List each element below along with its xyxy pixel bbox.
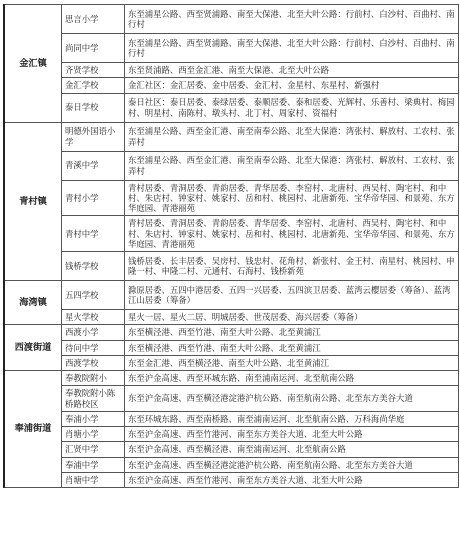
enrollment-area-cell: 东至沪金高速、西至环城东路、南至浦南运河、北至航南公路 [125, 371, 459, 386]
table-row [4, 252, 459, 281]
enrollment-area-cell: 东至横泾港、西至竹港、南至大叶公路、北至黄浦江 [125, 340, 459, 355]
table-row [4, 442, 459, 457]
enrollment-area-cell: 青村居委、青洞居委、青韵居委、青华居委、李窑村、北唐村、西吴村、陶宅村、和中村、朱店村、钟家村、姚家村、岳和村、桃园村、北唐新苑、宝华帝华园、和景苑、东方华庭园、青港丽苑 [125, 216, 459, 252]
school-name-cell: 肖塘中学 [62, 472, 125, 487]
enrollment-area-cell: 东至浦星公路、西至贤浦路、南至大保港、北至大叶公路：行前村、白沙村、百曲村、南行村 [125, 5, 459, 34]
school-name-cell: 奉浦中学 [62, 457, 125, 472]
table-row [4, 122, 459, 151]
enrollment-area-cell: 东至金汇港、西至横泾港、南至大叶公路、北至黄浦江 [125, 355, 459, 370]
school-name-cell: 奉浦小学 [62, 411, 125, 426]
table-body [4, 5, 459, 488]
school-name-cell: 星火学校 [62, 310, 125, 325]
enrollment-area-cell: 钱桥居委、长丰居委、吴房村、钱忠村、花角村、新张村、金王村、南星村、桃园村、申隆一村、申隆二村、元通村、石海村、钱桥新苑 [125, 252, 459, 281]
enrollment-area-cell: 东至浦星公路、西至金汇港、南至南奉公路、北至大保港：湾张村、解放村、工农村、张弄村 [125, 122, 459, 151]
enrollment-area-cell: 东至沪金高速、西至横泾港淀港沪杭公路、南至航南公路、北至东方美谷大道 [125, 386, 459, 412]
table-row [4, 411, 459, 426]
table-row [4, 386, 459, 412]
school-name-cell: 尚同中学 [62, 34, 125, 63]
enrollment-area-cell: 东至横泾港、西至竹港、南至大叶公路、北至黄浦江 [125, 325, 459, 340]
school-name-cell: 奉教院附小 [62, 371, 125, 386]
enrollment-area-cell: 东至沪金高速、西至横泾港、南至浦南运河、北至航南公路 [125, 442, 459, 457]
table-row [4, 5, 459, 34]
town-name-cell: 西渡街道 [4, 325, 62, 371]
table-row [4, 93, 459, 122]
table-row [4, 457, 459, 472]
table-row [4, 151, 459, 180]
table-row [4, 340, 459, 355]
enrollment-area-cell: 东至沪金高速、西至竹港河、南至东方美谷大道、北至大叶公路 [125, 472, 459, 487]
enrollment-area-cell: 东至沪金高速、西至竹港河、南至东方美谷大道、北至大叶公路 [125, 427, 459, 442]
school-name-cell: 待问中学 [62, 340, 125, 355]
school-name-cell: 青村中学 [62, 216, 125, 252]
enrollment-area-cell: 东至环城东路、西至南桥路、南至浦南运河、北至航南公路、万科海尚华庭 [125, 411, 459, 426]
enrollment-area-cell: 滁原居委、五四中港居委、五四一兴居委、五四滨卫居委、蓝湾云樱居委（筹备）、蓝湾江山居委（筹备） [125, 281, 459, 310]
town-name-cell: 奉浦街道 [4, 371, 62, 488]
enrollment-area-cell: 东至浦星公路、西至贤浦路、南至大保港、北至大叶公路：行前村、白沙村、百曲村、南行村 [125, 34, 459, 63]
table-row [4, 310, 459, 325]
table-row [4, 355, 459, 370]
enrollment-area-cell: 东至沪金高速、西至横泾港淀港沪杭公路、南至航南公路、北至东方美谷大道 [125, 457, 459, 472]
table-row [4, 63, 459, 78]
school-name-cell: 奉教院附小陈桥路校区 [62, 386, 125, 412]
school-name-cell: 金汇学校 [62, 78, 125, 93]
enrollment-area-cell: 东至贤浦路、西至金汇港、南至大保港、北至大叶公路 [125, 63, 459, 78]
school-name-cell: 钱桥学校 [62, 252, 125, 281]
school-name-cell: 明德外国语小学 [62, 122, 125, 151]
town-name-cell: 海湾镇 [4, 281, 62, 325]
enrollment-area-cell: 泰日社区：泰日居委、泰绿居委、泰顺居委、泰和居委、光辉村、乐善村、梁典村、梅园村、明星村、南陈村、墩头村、北丁村、周家村、资福村 [125, 93, 459, 122]
enrollment-area-cell: 青村居委、青洞居委、青韵居委、青华居委、李窑村、北唐村、西吴村、陶宅村、和中村、朱店村、钟家村、姚家村、岳和村、桃园村、北唐新苑、宝华帝华园、和景苑、东方华庭园、青港丽苑 [125, 180, 459, 216]
school-name-cell: 思言小学 [62, 5, 125, 34]
table-row [4, 180, 459, 216]
table-row [4, 325, 459, 340]
school-name-cell: 泰日学校 [62, 93, 125, 122]
table-row [4, 34, 459, 63]
table-row [4, 472, 459, 487]
enrollment-area-cell: 金汇社区：金汇居委、金中居委、金汇村、金星村、东星村、新强村 [125, 78, 459, 93]
school-name-cell: 西渡小学 [62, 325, 125, 340]
table-row [4, 281, 459, 310]
town-name-cell: 金汇镇 [4, 5, 62, 123]
table-row [4, 78, 459, 93]
table-row [4, 427, 459, 442]
school-name-cell: 青溪中学 [62, 151, 125, 180]
table-row [4, 371, 459, 386]
school-name-cell: 五四学校 [62, 281, 125, 310]
school-district-table [3, 4, 459, 488]
school-name-cell: 齐贤学校 [62, 63, 125, 78]
enrollment-area-cell: 星火一居、星火二居、明城居委、世茂居委、海兴居委（筹备） [125, 310, 459, 325]
school-name-cell: 青村小学 [62, 180, 125, 216]
school-name-cell: 西渡学校 [62, 355, 125, 370]
school-name-cell: 汇贤中学 [62, 442, 125, 457]
school-name-cell: 肖塘小学 [62, 427, 125, 442]
enrollment-area-cell: 东至浦星公路、西至金汇港、南至南奉公路、北至大保港：湾张村、解放村、工农村、张弄村 [125, 151, 459, 180]
town-name-cell: 青村镇 [4, 122, 62, 281]
table-row [4, 216, 459, 252]
